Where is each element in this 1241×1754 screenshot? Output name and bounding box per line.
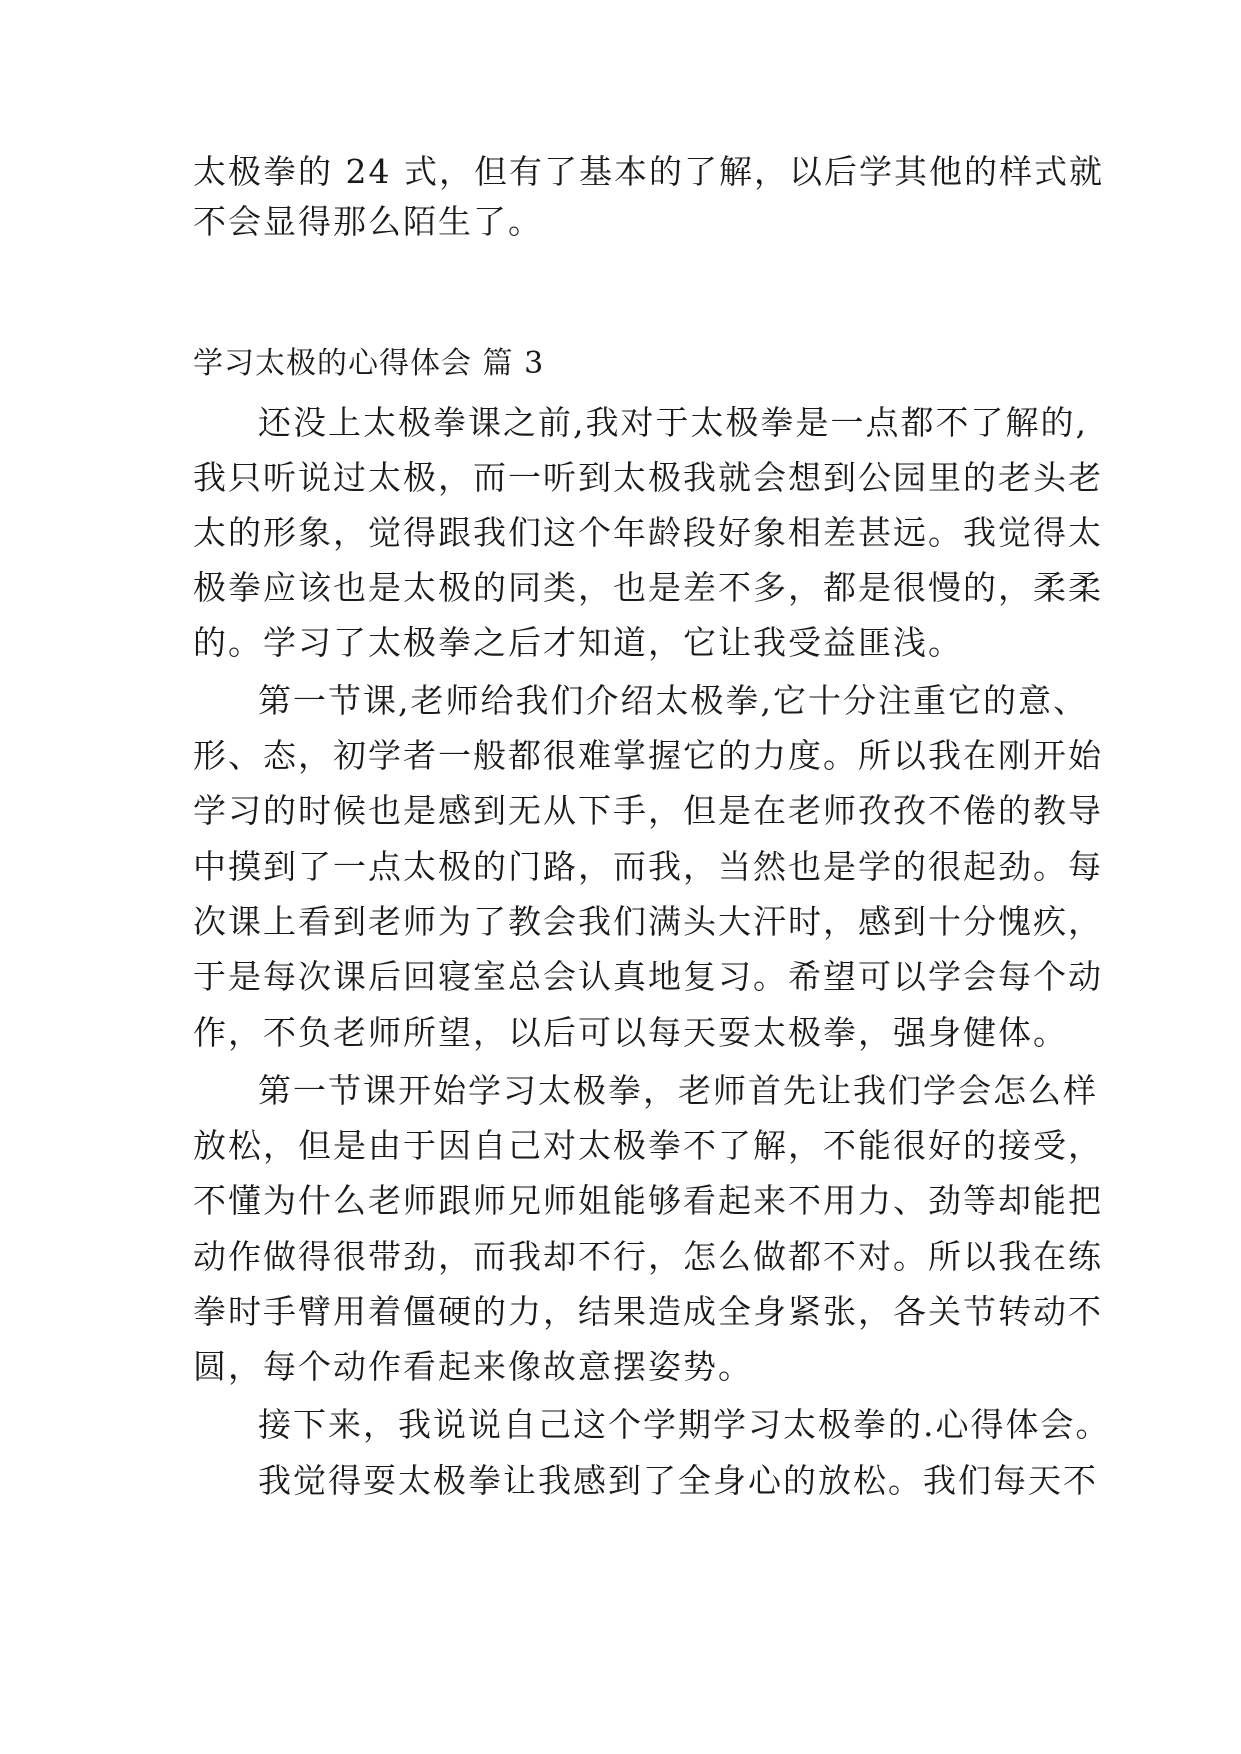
text-line: 动作做得很带劲，而我却不行，怎么做都不对。所以我在练 xyxy=(193,1237,1103,1276)
text-line: 放松，但是由于因自己对太极拳不了解，不能很好的接受， xyxy=(193,1126,1103,1165)
text-line: 极拳应该也是太极的同类，也是差不多，都是很慢的，柔柔 xyxy=(193,568,1103,607)
text-line: 不懂为什么老师跟师兄师姐能够看起来不用力、劲等却能把 xyxy=(193,1181,1103,1220)
text-line: 次课上看到老师为了教会我们满头大汗时，感到十分愧疚， xyxy=(193,902,1103,941)
text-line: 形、态，初学者一般都很难掌握它的力度。所以我在刚开始 xyxy=(193,736,1103,775)
text-line: 太的形象，觉得跟我们这个年龄段好象相差甚远。我觉得太 xyxy=(193,513,1103,552)
text-line: 的。学习了太极拳之后才知道，它让我受益匪浅。 xyxy=(193,623,963,662)
text-line: 作，不负老师所望，以后可以每天耍太极拳，强身健体。 xyxy=(193,1013,1068,1052)
text-line: 我只听说过太极，而一听到太极我就会想到公园里的老头老 xyxy=(193,458,1103,497)
text-line: 中摸到了一点太极的门路，而我，当然也是学的很起劲。每 xyxy=(193,847,1103,886)
text-line: 太极拳的 24 式，但有了基本的了解，以后学其他的样式就 xyxy=(193,152,1104,191)
paragraph-first-line: 还没上太极拳课之前,我对于太极拳是一点都不了解的, xyxy=(258,403,1088,442)
text-line: 于是每次课后回寝室总会认真地复习。希望可以学会每个动 xyxy=(193,957,1103,996)
text-line: 圆，每个动作看起来像故意摆姿势。 xyxy=(193,1347,753,1386)
paragraph-first-line: 第一节课开始学习太极拳，老师首先让我们学会怎么样 xyxy=(258,1071,1098,1110)
text-line: 拳时手臂用着僵硬的力，结果造成全身紧张，各关节转动不 xyxy=(193,1292,1103,1331)
section-title: 学习太极的心得体会 篇 3 xyxy=(193,346,545,381)
paragraph-first-line: 我觉得耍太极拳让我感到了全身心的放松。我们每天不 xyxy=(258,1461,1098,1500)
paragraph-first-line: 第一节课,老师给我们介绍太极拳,它十分注重它的意、 xyxy=(258,681,1088,720)
paragraph-first-line: 接下来，我说说自己这个学期学习太极拳的.心得体会。 xyxy=(258,1405,1111,1444)
text-line: 学习的时候也是感到无从下手，但是在老师孜孜不倦的教导 xyxy=(193,791,1103,830)
text-line: 不会显得那么陌生了。 xyxy=(193,202,543,241)
